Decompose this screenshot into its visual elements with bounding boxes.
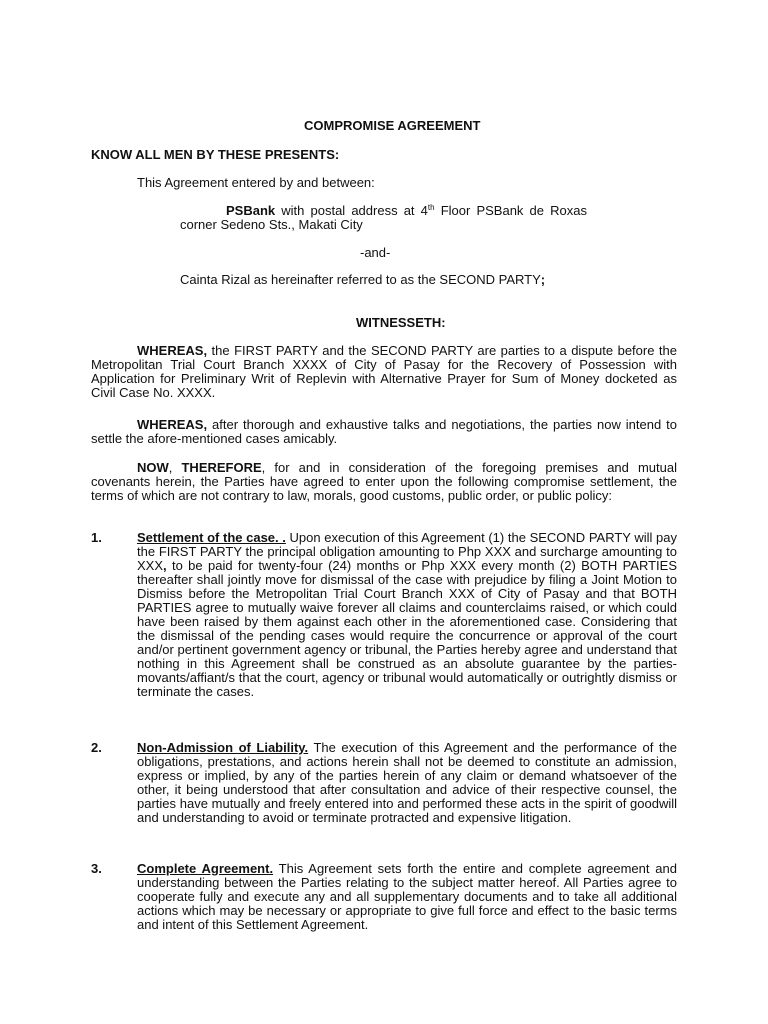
item-1-text-a: Upon execution of this Agreement (1) the SECOND PARTY will pay the FIRST PARTY the principal obligation amounting to Php XXX and surcharge amounting to XXX <box>137 530 678 573</box>
now-sep: , <box>168 460 182 475</box>
whereas-text-2: after thorough and exhaustive talks and negotiations, the parties now intend to settle the afore-mentioned cases amicably. <box>91 417 677 446</box>
now-lead: NOW <box>137 460 169 475</box>
whereas-lead-1: WHEREAS, <box>137 343 208 358</box>
whereas-paragraph-2 <box>91 418 677 446</box>
first-party-address-post: Floor PSBank de Roxas corner Sedeno Sts., Makati City <box>180 203 587 232</box>
item-2-non-admission <box>137 741 677 825</box>
witnesseth-heading: WITNESSETH: <box>356 315 446 330</box>
item-1-settlement <box>137 531 677 699</box>
first-party-block <box>180 204 587 232</box>
second-party-block <box>180 273 587 287</box>
know-all-men-heading: KNOW ALL MEN BY THESE PRESENTS: <box>91 147 340 162</box>
item-3-heading: Complete Agreement. <box>137 861 274 876</box>
first-party-address-sup: th <box>427 203 435 212</box>
first-party-name: PSBank <box>226 203 276 218</box>
item-1-heading: Settlement of the case. . <box>137 530 286 545</box>
first-party-address-pre: with postal address at 4 <box>275 203 428 218</box>
item-1-comma: , <box>163 558 167 573</box>
intro-line: This Agreement entered by and between: <box>137 175 375 190</box>
item-number-2: 2. <box>91 740 102 755</box>
therefore-lead: THEREFORE <box>181 460 262 475</box>
and-separator: -and- <box>360 245 391 260</box>
item-3-text: This Agreement sets forth the entire and complete agreement and understanding between the Parties relating to the subject matter hereof. All Parties agree to cooperate fully and execute any and all supplementary documents and to take all additional actions which may be necessary or appropriate to give full force and effect to the basic terms and intent of this Settlement Agreement. <box>137 861 677 932</box>
item-number-1: 1. <box>91 530 102 545</box>
whereas-lead-2: WHEREAS, <box>137 417 208 432</box>
second-party-text: Cainta Rizal as hereinafter referred to as the SECOND PARTY <box>180 272 541 287</box>
second-party-end: ; <box>540 272 546 287</box>
now-therefore-paragraph <box>91 461 677 503</box>
item-1-text-b: to be paid for twenty-four (24) months or Php XXX every month (2) BOTH PARTIES thereafter shall jointly move for dismissal of the case with prejudice by filing a Joint Motion to Dismiss before the Metropolitan Trial Court Branch XXX of City of Pasay and that BOTH PARTIES agree to mutually waive forever all claims and counterclaims raised, or which could have been raised by them against each other in the aforementioned case. Considering that the dismissal of the pending cases would require the concurrence or approval of the court and/or pertinent government agency or tribunal, the Parties hereby agree and understand that nothing in this Agreement shall be construed as an absolute guarantee by the parties-movants/affiant/s that the court, agency or tribunal would automatically or outrightly dismiss or terminate the cases. <box>137 558 677 699</box>
item-2-text: The execution of this Agreement and the performance of the obligations, prestations, and actions herein shall not be deemed to constitute an admission, express or implied, by any of the parties herein of any claim or demand whatsoever of the other, it being understood that after consultation and advice of their respective counsel, the parties have mutually and freely entered into and performed these acts in the spirit of goodwill and understanding to avoid or terminate protracted and expensive litigation. <box>137 740 677 825</box>
now-therefore-text: , for and in consideration of the foregoing premises and mutual covenants herein, the Parties have agreed to enter upon the following compromise settlement, the terms of which are not contrary to law, morals, good customs, public order, or public policy: <box>91 460 677 503</box>
item-number-3: 3. <box>91 861 102 876</box>
whereas-paragraph-1 <box>91 344 677 400</box>
whereas-text-1: the FIRST PARTY and the SECOND PARTY are parties to a dispute before the Metropolitan Trial Court Branch XXXX of City of Pasay for the Recovery of Possession with Application for Preliminary Writ of Replevin with Alternative Prayer for Sum of Money docketed as Civil Case No. XXXX. <box>91 343 677 400</box>
document-title: COMPROMISE AGREEMENT <box>304 118 481 133</box>
item-2-heading: Non-Admission of Liability. <box>137 740 309 755</box>
item-3-complete-agreement <box>137 862 677 932</box>
